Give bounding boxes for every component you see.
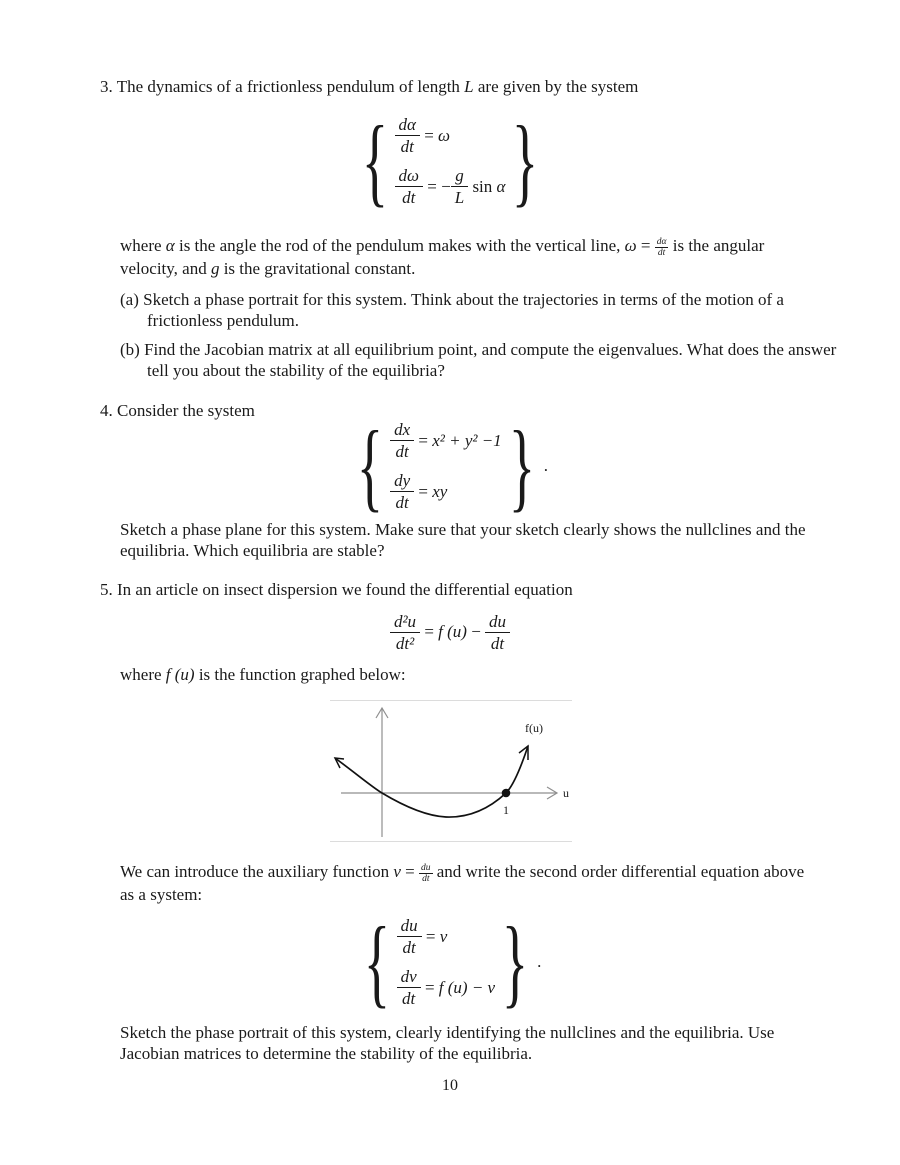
equation-second-order (0, 608, 900, 656)
text-segment: f (u) − v (438, 977, 496, 997)
tick-label-1: 1 (503, 803, 509, 817)
equation-row-du (397, 915, 448, 958)
fraction: $\frac{dy}{dt}$ (390, 470, 414, 513)
text-segment: are given by the system (473, 77, 639, 96)
text-segment: = (414, 430, 433, 450)
problem-4-title (100, 400, 255, 421)
text-segment: where (120, 665, 166, 684)
problem-3-item-a (120, 289, 841, 331)
text-segment: is the angle the rod of the pendulum makes with the vertical line, (174, 236, 625, 255)
left-brace: { (363, 906, 390, 1017)
x-axis-label: u (563, 786, 569, 800)
text-segment: = (414, 481, 433, 501)
equation-period: . (537, 952, 542, 971)
curve-label: f(u) (525, 721, 543, 735)
text-segment: (b) Find the Jacobian matrix at all equilibrium point, and compute the eigenvalues. What does the answer tell you about the stability of the equilibria? (120, 340, 837, 380)
text-segment: v (393, 862, 401, 881)
text-segment: = − (423, 176, 451, 196)
fraction: $\frac{dv}{dt}$ (397, 966, 421, 1009)
fu-curve (335, 746, 528, 817)
right-brace: } (512, 105, 539, 216)
text-segment: 4. Consider the system (100, 401, 255, 420)
text-segment: − (466, 622, 486, 641)
fraction: $\frac{du}{dt}$ (397, 915, 422, 958)
text-segment: L (464, 77, 474, 96)
text-segment: f (u) (438, 622, 467, 641)
fraction: $\frac{\text{d²u}}{\text{dt²}}$ (390, 611, 420, 654)
text-segment: is the function graphed below: (194, 665, 406, 684)
fraction: $\frac{du}{dt}$ (421, 862, 431, 884)
fraction: $\frac{du}{dt}$ (485, 611, 510, 654)
text-segment: = (636, 236, 655, 255)
text-segment: f (u) (165, 665, 195, 684)
text-segment: ω (624, 236, 637, 255)
fraction: $\frac{d\alpha}{dt}$ (656, 236, 667, 258)
equation-row-d2u (390, 611, 510, 654)
left-brace: { (356, 410, 384, 521)
equation-row-dy (390, 470, 447, 513)
text-segment: sin (468, 176, 497, 196)
right-brace: } (508, 410, 535, 521)
text-segment: 3. The dynamics of a frictionless pendulum of length (100, 77, 465, 96)
page-number: 10 (442, 1077, 458, 1094)
equation-rows (397, 915, 495, 1009)
fraction: $\frac{d\alpha}{dt}$ (395, 114, 420, 157)
text-segment: ω (438, 125, 451, 145)
equation-row-dalpha (395, 114, 451, 157)
problem-5-title (100, 579, 573, 600)
problem-5-where-text (120, 664, 814, 685)
text-segment: Sketch a phase plane for this system. Make sure that your sketch clearly shows the nullclines and the equilibria. Which equilibria are stable? (120, 520, 806, 560)
text-segment: 5. In an article on insect dispersion we found the differential equation (100, 580, 573, 599)
text-segment: = (420, 622, 439, 641)
text-segment: (a) Sketch a phase portrait for this system. Think about the trajectories in terms of the motion of a frictionless pendulum. (120, 290, 784, 330)
left-brace: { (361, 105, 388, 216)
text-segment: α (165, 236, 175, 255)
fraction: $\frac{g}{L}$ (451, 165, 468, 208)
text-segment: is the gravitational constant. (219, 258, 416, 278)
equation-uv-system (0, 906, 900, 1017)
fu-graph (330, 701, 572, 839)
equation-pendulum-system (0, 105, 900, 216)
text-segment: and write the second order differential equation above as a system: (120, 862, 805, 904)
fraction: $\frac{d\omega}{dt}$ (395, 165, 424, 208)
text-segment: xy (432, 481, 448, 501)
text-segment: = (421, 926, 440, 946)
root-point-marker (502, 789, 511, 798)
text-segment: g (210, 258, 220, 278)
equation-row-domega (395, 165, 506, 208)
text-segment: α (496, 176, 506, 196)
equation-row-dv (397, 966, 495, 1009)
right-brace: } (501, 906, 529, 1017)
problem-3-item-b (120, 339, 841, 381)
text-segment: We can introduce the auxiliary function (120, 862, 394, 881)
text-segment: v (439, 926, 448, 946)
equation-period: . (543, 456, 548, 475)
problem-5-intro-text (120, 861, 814, 905)
problem-3-where-text (120, 235, 814, 279)
text-segment: where (120, 236, 166, 255)
text-segment: Sketch the phase portrait of this system, clearly identifying the nullclines and the equilibria. Use Jacobian matrices to determine the stability of the equilibria. (120, 1023, 775, 1063)
text-segment: = (420, 977, 439, 997)
text-segment: x² + y² −1 (432, 430, 502, 450)
problem-3-title (100, 76, 638, 97)
text-segment: = (400, 862, 420, 881)
fu-graph-figure (330, 700, 572, 842)
text-segment: is the angular velocity, and (120, 236, 765, 278)
text-segment: = (419, 125, 439, 145)
equation-rows (395, 114, 506, 208)
fraction: $\frac{dx}{dt}$ (390, 419, 414, 462)
equation-row-dx (390, 419, 502, 462)
problem-4-body (120, 519, 814, 561)
equation-rows (390, 419, 502, 513)
problem-5-final-text (120, 1022, 814, 1064)
